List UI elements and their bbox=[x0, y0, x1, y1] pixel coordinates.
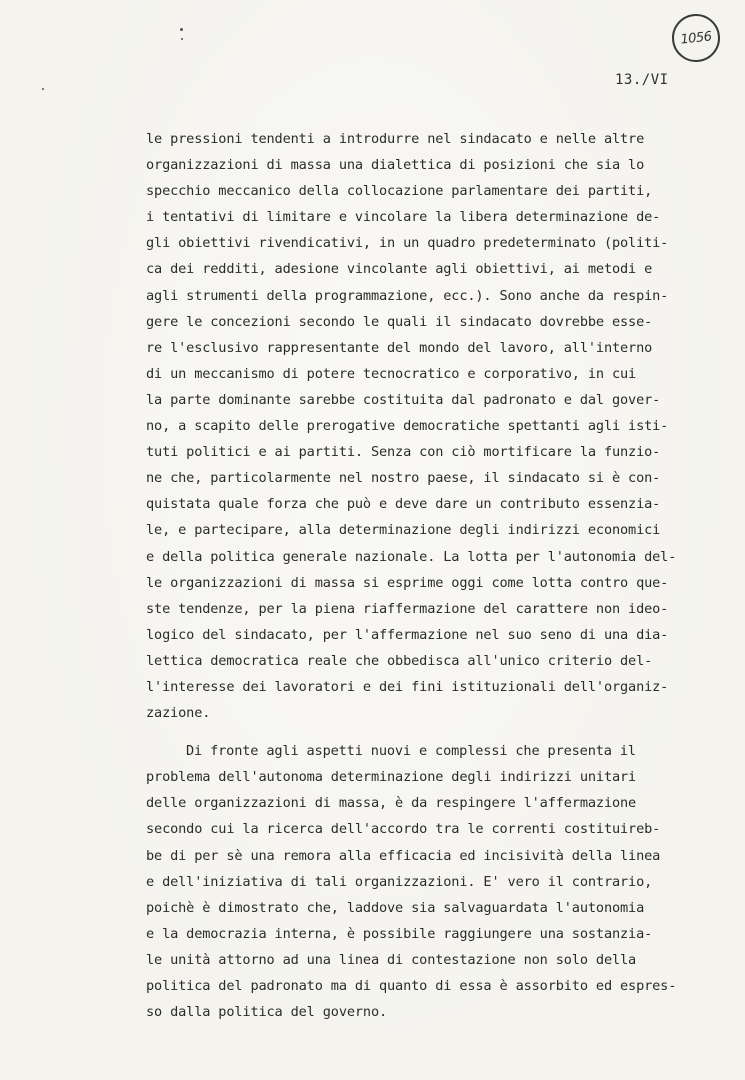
text-line: ca dei redditi, adesione vincolante agli obiettivi, ai metodi e bbox=[146, 261, 653, 278]
document-body bbox=[146, 126, 736, 1025]
text-line: delle organizzazioni di massa, è da respingere l'affermazione bbox=[146, 795, 637, 812]
paragraph-gap bbox=[146, 726, 736, 738]
text-line: poichè è dimostrato che, laddove sia salvaguardata l'autonomia bbox=[146, 899, 645, 916]
text-line: so dalla politica del governo. bbox=[146, 1004, 388, 1021]
text-line: e della politica generale nazionale. La lotta per l'autonomia del- bbox=[146, 548, 677, 565]
text-line: politica del padronato ma di quanto di essa è assorbito ed espres- bbox=[146, 978, 677, 994]
text-line: be di per sè una remora alla efficacia ed incisività della linea bbox=[146, 847, 661, 864]
text-line: gere le concezioni secondo le quali il sindacato dovrebbe esse- bbox=[146, 313, 653, 330]
text-line: specchio meccanico della collocazione parlamentare dei partiti, bbox=[146, 183, 653, 200]
text-line: ne che, particolarmente nel nostro paese, il sindacato si è con- bbox=[146, 470, 661, 487]
page-number: 13./VI bbox=[615, 72, 669, 88]
text-line: le organizzazioni di massa si esprime oggi come lotta contro que- bbox=[146, 574, 669, 591]
paragraph bbox=[146, 126, 736, 726]
paragraph bbox=[146, 738, 736, 1025]
text-line: l'interesse dei lavoratori e dei fini istituzionali dell'organiz- bbox=[146, 678, 669, 695]
text-line: di un meccanismo di potere tecnocratico e corporativo, in cui bbox=[146, 365, 637, 382]
text-line: quistata quale forza che può e deve dare un contributo essenzia- bbox=[146, 496, 661, 513]
text-line: agli strumenti della programmazione, ecc.). Sono anche da respin- bbox=[146, 287, 669, 304]
text-line: organizzazioni di massa una dialettica di posizioni che sia lo bbox=[146, 157, 645, 174]
text-line: e dell'iniziativa di tali organizzazioni. E' vero il contrario, bbox=[146, 873, 653, 890]
ink-speck bbox=[42, 88, 44, 90]
ink-speck bbox=[181, 38, 183, 40]
text-line: re l'esclusivo rappresentante del mondo del lavoro, all'interno bbox=[146, 339, 653, 356]
archive-stamp-number: 1056 bbox=[679, 28, 713, 48]
text-line: la parte dominante sarebbe costituita dal padronato e dal gover- bbox=[146, 391, 661, 408]
text-line: Di fronte agli aspetti nuovi e complessi che presenta il bbox=[186, 743, 636, 760]
text-line: problema dell'autonoma determinazione degli indirizzi unitari bbox=[146, 769, 637, 786]
text-line: le, e partecipare, alla determinazione degli indirizzi economici bbox=[146, 522, 661, 539]
text-line: lettica democratica reale che obbedisca all'unico criterio del- bbox=[146, 652, 653, 669]
text-line: logico del sindacato, per l'affermazione nel suo seno di una dia- bbox=[146, 626, 669, 643]
text-line: i tentativi di limitare e vincolare la libera determinazione de- bbox=[146, 209, 661, 226]
text-line: tuti politici e ai partiti. Senza con ciò mortificare la funzio- bbox=[146, 444, 661, 461]
text-line: zazione. bbox=[146, 705, 211, 722]
text-line: le pressioni tendenti a introdurre nel sindacato e nelle altre bbox=[146, 131, 645, 147]
text-line: no, a scapito delle prerogative democratiche spettanti agli isti- bbox=[146, 418, 669, 435]
text-line: gli obiettivi rivendicativi, in un quadro predeterminato (politi- bbox=[146, 235, 669, 252]
ink-speck bbox=[180, 28, 183, 31]
text-line: e la democrazia interna, è possibile raggiungere una sostanzia- bbox=[146, 925, 653, 942]
text-line: le unità attorno ad una linea di contestazione non solo della bbox=[146, 951, 637, 968]
text-line: ste tendenze, per la piena riaffermazione del carattere non ideo- bbox=[146, 600, 669, 617]
archive-stamp bbox=[670, 12, 723, 65]
text-line: secondo cui la ricerca dell'accordo tra le correnti costituireb- bbox=[146, 821, 661, 838]
